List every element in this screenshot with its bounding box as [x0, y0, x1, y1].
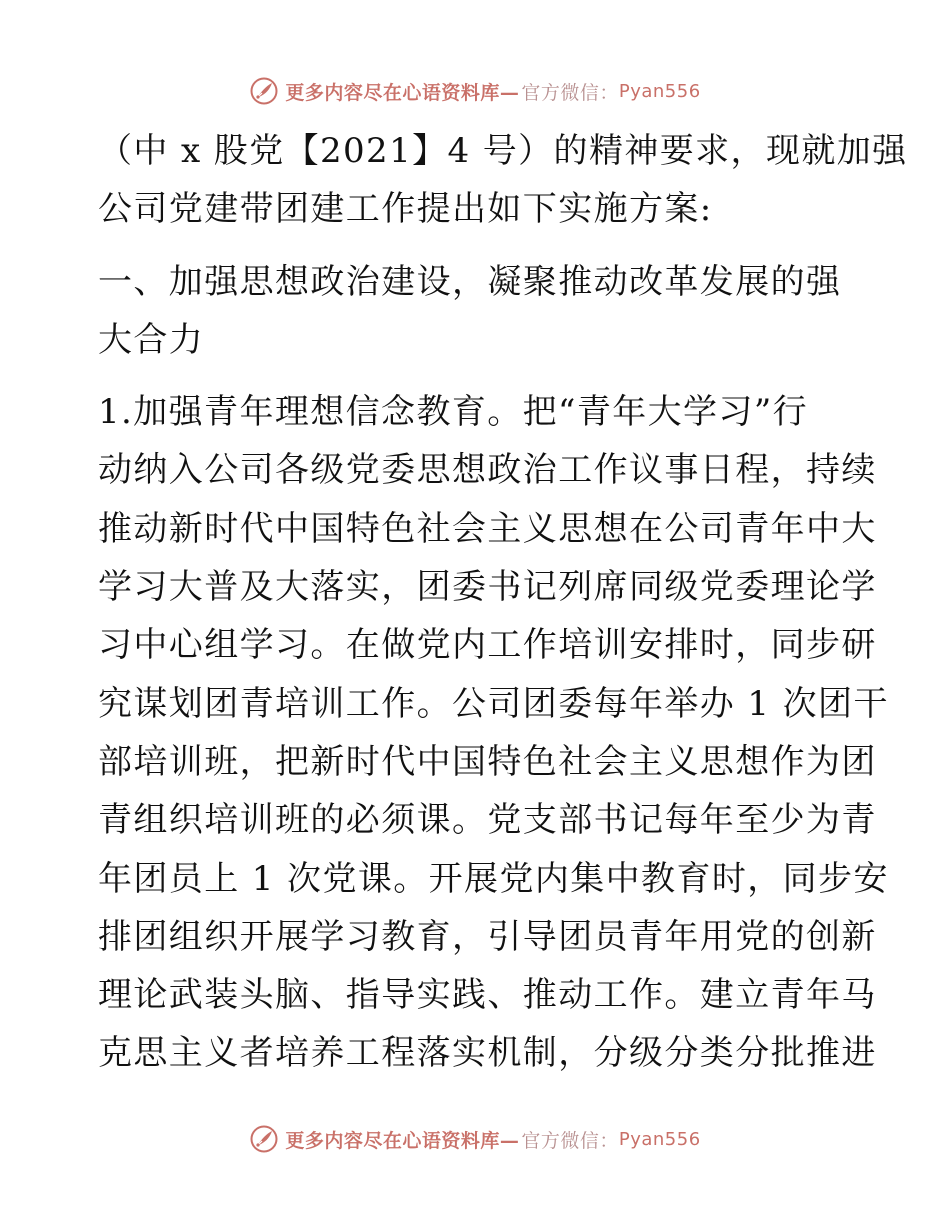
banner-wechat-account: Pyan556 [618, 80, 701, 102]
banner-main-text: 更多内容尽在心语资料库— [285, 1129, 520, 1152]
document-body [98, 122, 908, 1083]
quill-logo-icon [249, 1124, 279, 1154]
paragraph-item-1 [98, 383, 889, 1083]
banner-wechat-account: Pyan556 [618, 1128, 701, 1150]
text-line: （中 x 股党【2021】4 号）的精神要求，现就加强 [98, 131, 908, 171]
text-line: 公司党建带团建工作提出如下实施方案: [98, 189, 713, 230]
text-line: 排团组织开展学习教育，引导团员青年用党的创新 [98, 916, 877, 957]
header-watermark-banner [0, 76, 950, 106]
text-line: 部培训班，把新时代中国特色社会主义思想作为团 [98, 741, 877, 782]
text-line: 克思主义者培养工程落实机制，分级分类分批推进 [98, 1033, 877, 1074]
text-line: 一、加强思想政治建设，凝聚推动改革发展的强 [98, 261, 842, 302]
text-line: 理论武装头脑、指导实践、推动工作。建立青年马 [98, 975, 877, 1016]
text-line: 大合力 [98, 319, 205, 360]
text-line: 推动新时代中国特色社会主义思想在公司青年中大 [98, 508, 877, 549]
section-heading [98, 253, 858, 370]
banner-wechat-label: 官方微信： [521, 1129, 619, 1152]
text-line: 习中心组学习。在做党内工作培训安排时，同步研 [98, 625, 877, 666]
text-line: 动纳入公司各级党委思想政治工作议事日程，持续 [98, 450, 877, 491]
paragraph-intro [98, 122, 908, 239]
text-line: 究谋划团青培训工作。公司团委每年举办 1 次团干 [98, 683, 889, 724]
text-line: 学习大普及大落实，团委书记列席同级党委理论学 [98, 567, 877, 608]
text-line: 青组织培训班的必须课。党支部书记每年至少为青 [98, 800, 877, 841]
banner-wechat-label: 官方微信： [521, 81, 619, 104]
text-line: 年团员上 1 次党课。开展党内集中教育时，同步安 [98, 858, 889, 899]
footer-watermark-banner [0, 1124, 950, 1154]
banner-main-text: 更多内容尽在心语资料库— [285, 81, 520, 104]
quill-logo-icon [249, 76, 279, 106]
text-line: 1.加强青年理想信念教育。把“青年大学习”行 [98, 392, 809, 433]
